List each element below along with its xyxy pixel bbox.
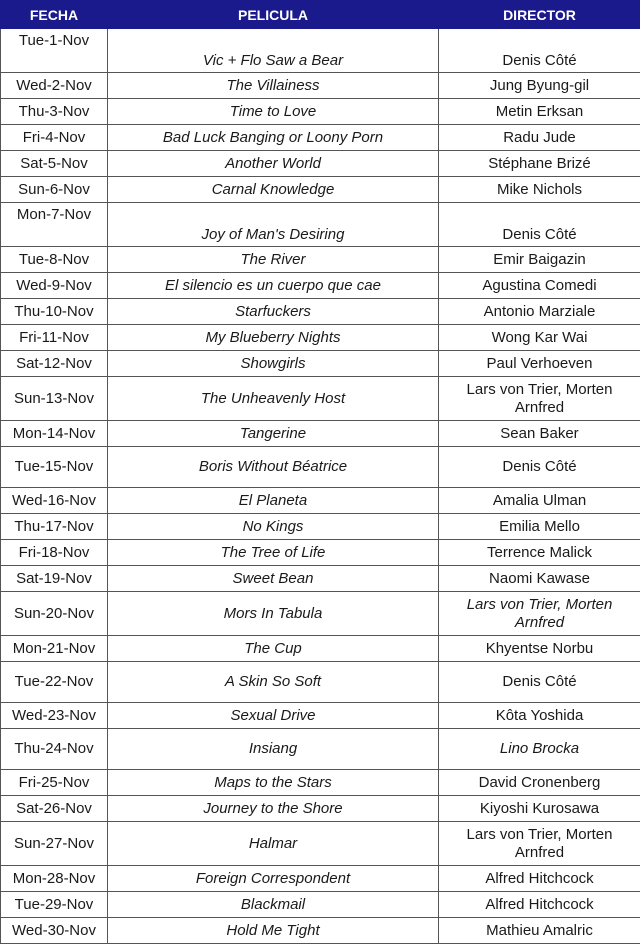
director-cell: Antonio Marziale	[439, 299, 640, 325]
date-cell: Sat-12-Nov	[1, 351, 108, 377]
director-cell: Lars von Trier, Morten Arnfred	[439, 822, 640, 866]
film-cell: Journey to the Shore	[108, 796, 439, 822]
table-row	[1, 822, 640, 866]
date-cell: Mon-28-Nov	[1, 866, 108, 892]
director-cell: Khyentse Norbu	[439, 636, 640, 662]
table-row	[1, 662, 640, 703]
director-cell: Lino Brocka	[439, 729, 640, 770]
film-cell: Boris Without Béatrice	[108, 447, 439, 488]
film-cell: Hold Me Tight	[108, 918, 439, 944]
table-row	[1, 488, 640, 514]
film-cell: Showgirls	[108, 351, 439, 377]
film-cell: Insiang	[108, 729, 439, 770]
header-row	[1, 1, 640, 29]
director-cell: Terrence Malick	[439, 540, 640, 566]
film-cell: El Planeta	[108, 488, 439, 514]
film-cell: Bad Luck Banging or Loony Porn	[108, 125, 439, 151]
director-cell: Wong Kar Wai	[439, 325, 640, 351]
director-cell: Amalia Ulman	[439, 488, 640, 514]
date-cell: Sun-6-Nov	[1, 177, 108, 203]
header-film: PELICULA	[108, 1, 439, 29]
director-cell: Stéphane Brizé	[439, 151, 640, 177]
date-cell: Thu-3-Nov	[1, 99, 108, 125]
film-cell: Another World	[108, 151, 439, 177]
film-cell: The River	[108, 247, 439, 273]
film-cell: Sweet Bean	[108, 566, 439, 592]
date-cell: Mon-21-Nov	[1, 636, 108, 662]
film-cell: Time to Love	[108, 99, 439, 125]
director-cell: Denis Côté	[439, 447, 640, 488]
director-cell: Jung Byung-gil	[439, 73, 640, 99]
date-cell: Fri-4-Nov	[1, 125, 108, 151]
film-cell: Foreign Correspondent	[108, 866, 439, 892]
director-cell: Agustina Comedi	[439, 273, 640, 299]
director-cell: Alfred Hitchcock	[439, 866, 640, 892]
date-cell: Mon-14-Nov	[1, 421, 108, 447]
director-cell: Kôta Yoshida	[439, 703, 640, 729]
table-row	[1, 125, 640, 151]
director-cell: Lars von Trier, Morten Arnfred	[439, 377, 640, 421]
director-cell: Sean Baker	[439, 421, 640, 447]
director-cell: Naomi Kawase	[439, 566, 640, 592]
director-cell: Denis Côté	[439, 203, 640, 247]
table-row	[1, 325, 640, 351]
date-cell: Wed-2-Nov	[1, 73, 108, 99]
director-cell: Mike Nichols	[439, 177, 640, 203]
director-cell: Denis Côté	[439, 29, 640, 73]
date-cell: Thu-10-Nov	[1, 299, 108, 325]
date-cell: Thu-17-Nov	[1, 514, 108, 540]
table-row	[1, 770, 640, 796]
table-row	[1, 703, 640, 729]
date-cell: Tue-1-Nov	[1, 29, 108, 73]
table-row	[1, 203, 640, 247]
film-cell: Joy of Man's Desiring	[108, 203, 439, 247]
film-cell: Sexual Drive	[108, 703, 439, 729]
director-cell: Emilia Mello	[439, 514, 640, 540]
table-row	[1, 99, 640, 125]
film-cell: The Tree of Life	[108, 540, 439, 566]
film-cell: Blackmail	[108, 892, 439, 918]
table-row	[1, 351, 640, 377]
film-cell: My Blueberry Nights	[108, 325, 439, 351]
film-cell: Maps to the Stars	[108, 770, 439, 796]
film-cell: The Villainess	[108, 73, 439, 99]
table-row	[1, 377, 640, 421]
table-row	[1, 729, 640, 770]
table-row	[1, 73, 640, 99]
table-row	[1, 514, 640, 540]
table-row	[1, 892, 640, 918]
table-row	[1, 566, 640, 592]
date-cell: Sun-20-Nov	[1, 592, 108, 636]
film-cell: Carnal Knowledge	[108, 177, 439, 203]
date-cell: Mon-7-Nov	[1, 203, 108, 247]
table-row	[1, 592, 640, 636]
table-row	[1, 918, 640, 944]
date-cell: Tue-22-Nov	[1, 662, 108, 703]
date-cell: Sun-27-Nov	[1, 822, 108, 866]
director-cell: Metin Erksan	[439, 99, 640, 125]
film-cell: A Skin So Soft	[108, 662, 439, 703]
table-row	[1, 247, 640, 273]
table-row	[1, 447, 640, 488]
date-cell: Tue-29-Nov	[1, 892, 108, 918]
date-cell: Sat-5-Nov	[1, 151, 108, 177]
date-cell: Wed-23-Nov	[1, 703, 108, 729]
date-cell: Wed-30-Nov	[1, 918, 108, 944]
date-cell: Tue-15-Nov	[1, 447, 108, 488]
date-cell: Fri-18-Nov	[1, 540, 108, 566]
film-cell: Starfuckers	[108, 299, 439, 325]
film-cell: Mors In Tabula	[108, 592, 439, 636]
film-cell: El silencio es un cuerpo que cae	[108, 273, 439, 299]
date-cell: Fri-25-Nov	[1, 770, 108, 796]
date-cell: Wed-16-Nov	[1, 488, 108, 514]
table-row	[1, 796, 640, 822]
film-cell: No Kings	[108, 514, 439, 540]
table-row	[1, 29, 640, 73]
date-cell: Tue-8-Nov	[1, 247, 108, 273]
date-cell: Sun-13-Nov	[1, 377, 108, 421]
film-cell: Halmar	[108, 822, 439, 866]
table-row	[1, 540, 640, 566]
director-cell: David Cronenberg	[439, 770, 640, 796]
table-row	[1, 299, 640, 325]
date-cell: Wed-9-Nov	[1, 273, 108, 299]
film-cell: The Cup	[108, 636, 439, 662]
film-cell: The Unheavenly Host	[108, 377, 439, 421]
table-row	[1, 273, 640, 299]
director-cell: Radu Jude	[439, 125, 640, 151]
table-row	[1, 177, 640, 203]
director-cell: Lars von Trier, Morten Arnfred	[439, 592, 640, 636]
header-director: DIRECTOR	[439, 1, 640, 29]
director-cell: Emir Baigazin	[439, 247, 640, 273]
director-cell: Mathieu Amalric	[439, 918, 640, 944]
director-cell: Denis Côté	[439, 662, 640, 703]
date-cell: Fri-11-Nov	[1, 325, 108, 351]
date-cell: Sat-19-Nov	[1, 566, 108, 592]
film-cell: Tangerine	[108, 421, 439, 447]
table-row	[1, 636, 640, 662]
film-cell: Vic + Flo Saw a Bear	[108, 29, 439, 73]
table-row	[1, 866, 640, 892]
director-cell: Alfred Hitchcock	[439, 892, 640, 918]
header-date: FECHA	[1, 1, 108, 29]
director-cell: Kiyoshi Kurosawa	[439, 796, 640, 822]
table-row	[1, 151, 640, 177]
table-row	[1, 421, 640, 447]
director-cell: Paul Verhoeven	[439, 351, 640, 377]
date-cell: Thu-24-Nov	[1, 729, 108, 770]
date-cell: Sat-26-Nov	[1, 796, 108, 822]
